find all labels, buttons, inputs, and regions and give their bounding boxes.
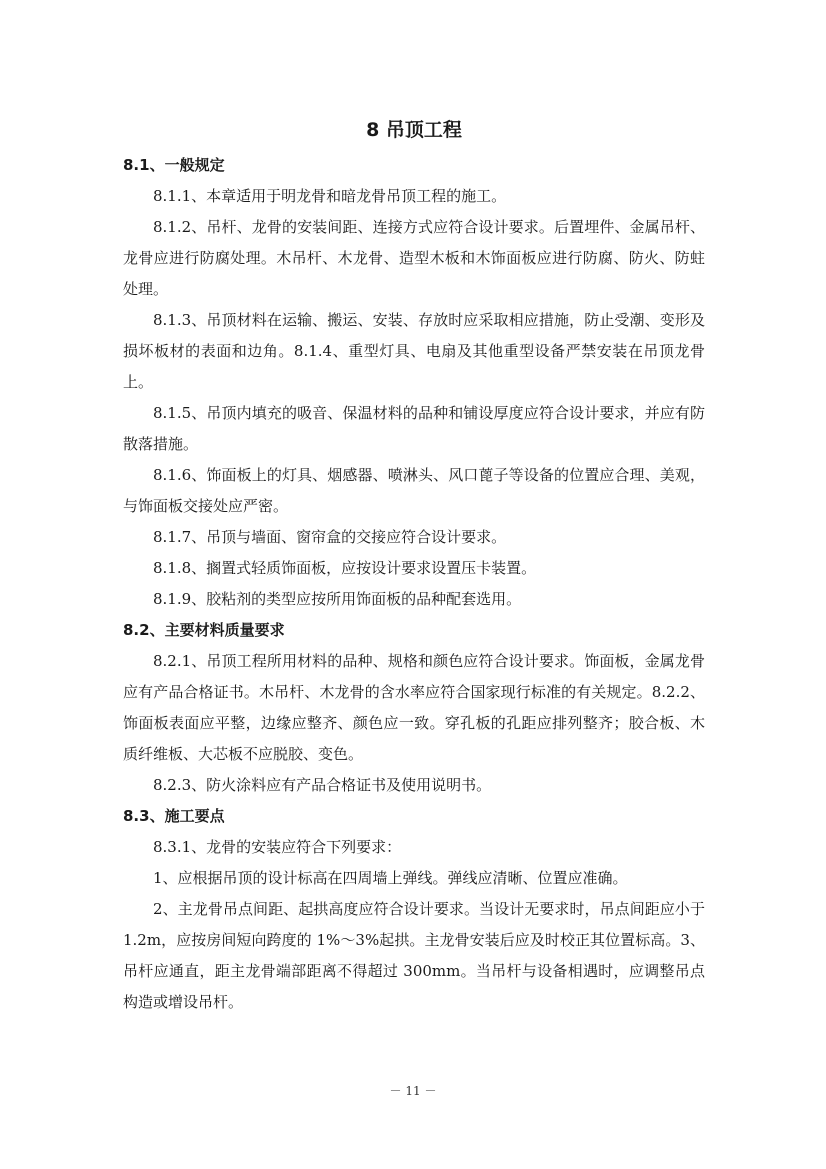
- paragraph-8-1-8: 8.1.8、搁置式轻质饰面板，应按设计要求设置压卡装置。: [153, 559, 537, 577]
- paragraph-8-1-3: 8.1.3、吊顶材料在运输、搬运、安装、存放时应采取相应措施，防止受潮、变形及损坏板材的表面和边角。8.1.4、重型灯具、电扇及其他重型设备严禁安装在吊顶龙骨上。: [123, 311, 705, 391]
- paragraph-8-2-1: 8.2.1、吊顶工程所用材料的品种、规格和颜色应符合设计要求。饰面板，金属龙骨应有产品合格证书。木吊杆、木龙骨的含水率应符合国家现行标准的有关规定。8.2.2、饰面板表面应平整，边缘应整齐、颜色应一致。穿孔板的孔距应排列整齐；胶合板、木质纤维板、大芯板不应脱胶、变色。: [123, 652, 705, 763]
- page-number: － 11 －: [389, 1084, 437, 1098]
- paragraph-8-1-7: 8.1.7、吊顶与墙面、窗帘盒的交接应符合设计要求。: [153, 528, 507, 546]
- paragraph-8-1-9: 8.1.9、胶粘剂的类型应按所用饰面板的品种配套选用。: [153, 590, 522, 608]
- paragraph-8-1-6: 8.1.6、饰面板上的灯具、烟感器、喷淋头、风口蓖子等设备的位置应合理、美观，与饰面板交接处应严密。: [123, 466, 705, 515]
- paragraph-8-3-1: 8.3.1、龙骨的安装应符合下列要求：: [153, 838, 402, 856]
- paragraph-8-3-1-item-2: 2、主龙骨吊点间距、起拱高度应符合设计要求。当设计无要求时，吊点间距应小于 1.2m，应按房间短向跨度的 1%～3%起拱。主龙骨安装后应及时校正其位置标高。3、吊杆应通直，距主龙骨端部距离不得超过 300mm。当吊杆与设备相遇时，应调整吊点构造或增设吊杆。: [123, 900, 705, 1011]
- paragraph-8-1-5: 8.1.5、吊顶内填充的吸音、保温材料的品种和铺设厚度应符合设计要求，并应有防散落措施。: [123, 404, 705, 453]
- paragraph-8-3-1-item-1: 1、应根据吊顶的设计标高在四周墙上弹线。弹线应清晰、位置应准确。: [153, 869, 628, 887]
- section-heading-8-3: 8.3、施工要点: [123, 807, 225, 825]
- section-heading-8-2: 8.2、主要材料质量要求: [123, 621, 285, 639]
- paragraph-8-2-3: 8.2.3、防火涂料应有产品合格证书及使用说明书。: [153, 776, 492, 794]
- section-heading-8-1: 8.1、一般规定: [123, 156, 225, 174]
- document-body: [123, 112, 705, 1018]
- paragraph-8-1-1: 8.1.1、本章适用于明龙骨和暗龙骨吊顶工程的施工。: [153, 187, 507, 205]
- paragraph-8-1-2: 8.1.2、吊杆、龙骨的安装间距、连接方式应符合设计要求。后置埋件、金属吊杆、龙骨应进行防腐处理。木吊杆、木龙骨、造型木板和木饰面板应进行防腐、防火、防蛀处理。: [123, 218, 705, 298]
- chapter-title: 8 吊顶工程: [366, 119, 462, 141]
